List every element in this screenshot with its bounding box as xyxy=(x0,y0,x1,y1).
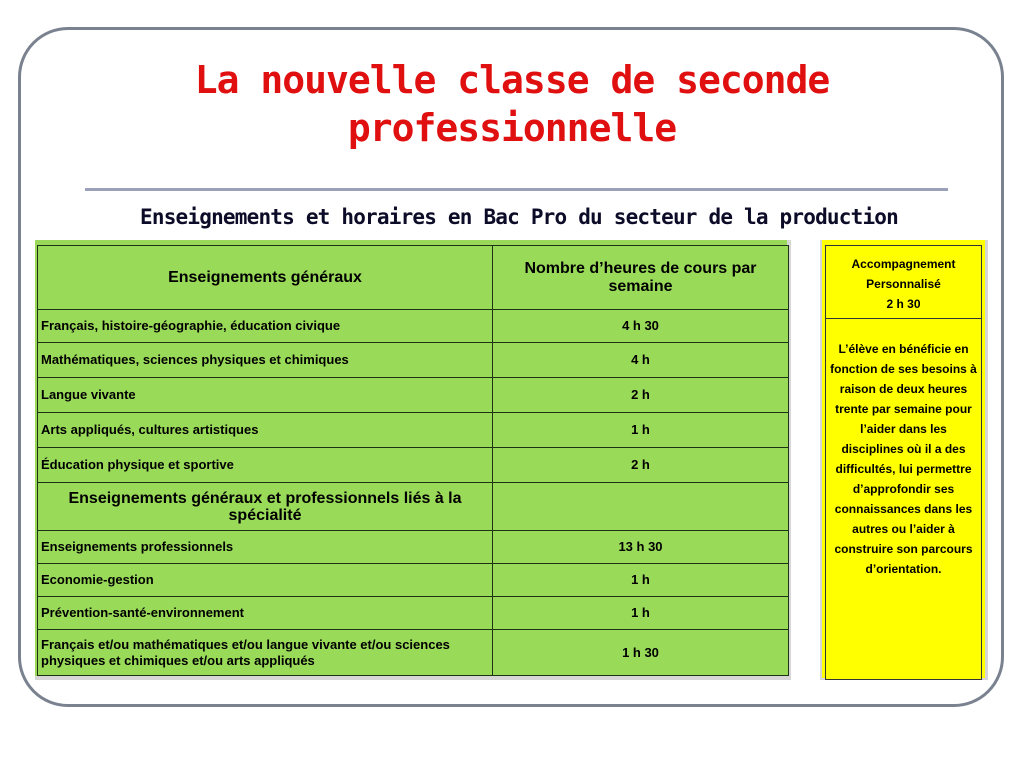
support-hours: 2 h 30 xyxy=(886,297,921,311)
row-hours: 13 h 30 xyxy=(493,531,789,564)
row-subject: Enseignements professionnels xyxy=(38,531,493,564)
support-body-row xyxy=(826,319,982,680)
table-row xyxy=(38,343,789,378)
row-hours: 4 h 30 xyxy=(493,310,789,343)
table-row xyxy=(38,310,789,343)
row-subject: Mathématiques, sciences physiques et chimiques xyxy=(38,343,493,378)
table-row xyxy=(38,564,789,597)
row-subject: Arts appliqués, cultures artistiques xyxy=(38,413,493,448)
title-line-2: professionnelle xyxy=(347,106,677,150)
row-hours: 1 h xyxy=(493,413,789,448)
row-hours: 1 h 30 xyxy=(493,630,789,676)
title-line-1: La nouvelle classe de seconde xyxy=(194,58,830,102)
row-subject: Français, histoire-géographie, éducation civique xyxy=(38,310,493,343)
table-row xyxy=(38,413,789,448)
header-hours: Nombre d’heures de cours par semaine xyxy=(493,246,789,310)
slide-subtitle: Enseignements et horaires en Bac Pro du secteur de la production xyxy=(140,205,898,229)
row-subject: Éducation physique et sportive xyxy=(38,448,493,483)
row-subject: Français et/ou mathématiques et/ou langue vivante et/ou sciences physiques et chimiques et/ou arts appliqués xyxy=(38,630,493,676)
table-row xyxy=(38,378,789,413)
row-hours: 1 h xyxy=(493,597,789,630)
section-header-row xyxy=(38,483,789,531)
table-header-row xyxy=(38,246,789,310)
support-title-line-1: Accompagnement xyxy=(851,257,956,271)
support-header xyxy=(826,246,982,319)
section-title: Enseignements généraux et professionnels liés à la spécialité xyxy=(38,483,493,531)
support-header-row xyxy=(826,246,982,319)
table-row xyxy=(38,531,789,564)
table-row xyxy=(38,630,789,676)
section-empty-cell xyxy=(493,483,789,531)
row-subject: Economie-gestion xyxy=(38,564,493,597)
support-title-line-2: Personnalisé xyxy=(866,277,941,291)
row-subject: Langue vivante xyxy=(38,378,493,413)
table-row xyxy=(38,448,789,483)
support-panel xyxy=(825,245,982,680)
slide-title xyxy=(60,56,964,152)
title-divider xyxy=(85,188,948,191)
schedule-table xyxy=(37,245,789,676)
row-subject: Prévention-santé-environnement xyxy=(38,597,493,630)
row-hours: 2 h xyxy=(493,378,789,413)
row-hours: 4 h xyxy=(493,343,789,378)
support-description: L’élève en bénéficie en fonction de ses besoins à raison de deux heures trente par semaine pour l’aider dans les disciplines où il a des difficultés, lui permettre d’approfondir ses connaissances dans les autres ou l’aider à construire son parcours d’orientation. xyxy=(826,319,982,680)
row-hours: 2 h xyxy=(493,448,789,483)
row-hours: 1 h xyxy=(493,564,789,597)
header-subject: Enseignements généraux xyxy=(38,246,493,310)
table-row xyxy=(38,597,789,630)
